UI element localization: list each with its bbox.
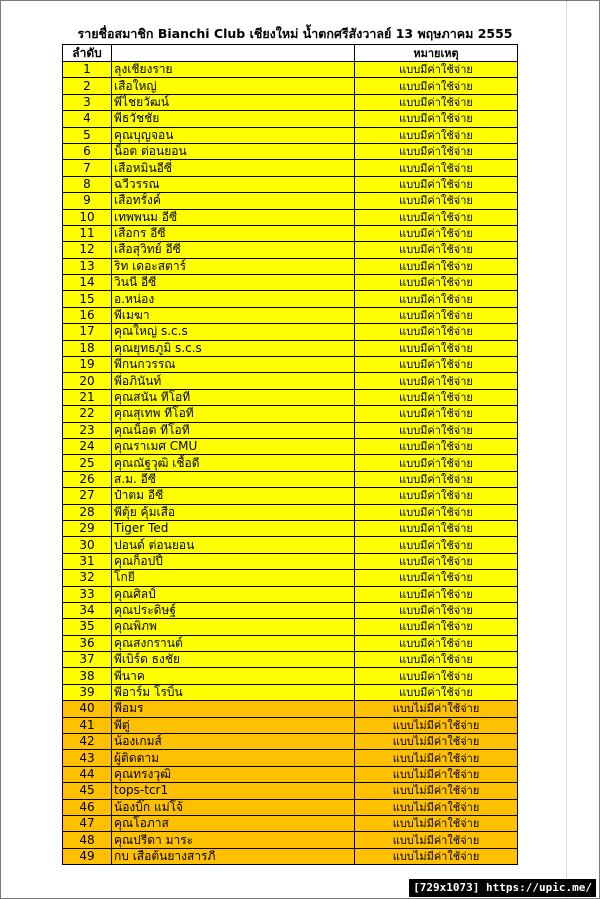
member-name: คุณประดิษฐ์	[112, 602, 355, 618]
row-number: 21	[63, 389, 112, 405]
table-row	[63, 340, 518, 356]
row-note: แบบมีค่าใช้จ่าย	[355, 62, 518, 78]
member-name: โกยี	[112, 570, 355, 586]
row-note: แบบมีค่าใช้จ่าย	[355, 242, 518, 258]
row-note: แบบมีค่าใช้จ่าย	[355, 340, 518, 356]
image-size-watermark: [729x1073] https://upic.me/	[409, 879, 596, 897]
row-note: แบบมีค่าใช้จ่าย	[355, 438, 518, 454]
row-note: แบบมีค่าใช้จ่าย	[355, 504, 518, 520]
row-number: 9	[63, 193, 112, 209]
row-note: แบบมีค่าใช้จ่าย	[355, 635, 518, 651]
row-note: แบบมีค่าใช้จ่าย	[355, 422, 518, 438]
table-row	[63, 455, 518, 471]
row-note: แบบมีค่าใช้จ่าย	[355, 78, 518, 94]
table-row	[63, 815, 518, 831]
table-row	[63, 783, 518, 799]
table-row	[63, 668, 518, 684]
row-number: 11	[63, 225, 112, 241]
table-row	[63, 684, 518, 700]
member-name: เสือทรั้งค์	[112, 193, 355, 209]
row-number: 14	[63, 275, 112, 291]
table-row	[63, 488, 518, 504]
row-note: แบบมีค่าใช้จ่าย	[355, 652, 518, 668]
member-name: ปอนด์ ต่อนยอน	[112, 537, 355, 553]
row-number: 22	[63, 406, 112, 422]
row-note: แบบมีค่าใช้จ่าย	[355, 258, 518, 274]
row-note: แบบไม่มีค่าใช้จ่าย	[355, 701, 518, 717]
row-note: แบบไม่มีค่าใช้จ่าย	[355, 734, 518, 750]
row-note: แบบไม่มีค่าใช้จ่าย	[355, 766, 518, 782]
row-note: แบบมีค่าใช้จ่าย	[355, 668, 518, 684]
member-name: เทพพนม อีซี่	[112, 209, 355, 225]
row-number: 34	[63, 602, 112, 618]
table-row	[63, 291, 518, 307]
member-name: คุณทรงวุฒิ	[112, 766, 355, 782]
row-number: 46	[63, 799, 112, 815]
table-header-row	[63, 45, 518, 62]
row-number: 15	[63, 291, 112, 307]
row-number: 37	[63, 652, 112, 668]
row-note: แบบมีค่าใช้จ่าย	[355, 275, 518, 291]
member-name: พี่ตู่	[112, 717, 355, 733]
table-row	[63, 520, 518, 536]
member-name: เสือหมินอีซี่	[112, 160, 355, 176]
table-row	[63, 225, 518, 241]
member-name: น็อต ต่อนยอน	[112, 143, 355, 159]
row-note: แบบมีค่าใช้จ่าย	[355, 357, 518, 373]
member-name: พี่ธวัชชัย	[112, 111, 355, 127]
row-number: 18	[63, 340, 112, 356]
row-note: แบบไม่มีค่าใช้จ่าย	[355, 815, 518, 831]
member-name: คุณพิภพ	[112, 619, 355, 635]
table-row	[63, 586, 518, 602]
member-name: คุณสนั่น ทีโอที	[112, 389, 355, 405]
row-number: 47	[63, 815, 112, 831]
row-number: 33	[63, 586, 112, 602]
row-number: 7	[63, 160, 112, 176]
member-name: ส.ม. อีซี่	[112, 471, 355, 487]
table-row	[63, 389, 518, 405]
row-number: 26	[63, 471, 112, 487]
member-name: พี่เมฆา	[112, 307, 355, 323]
row-number: 10	[63, 209, 112, 225]
table-row	[63, 635, 518, 651]
member-name: คุณยุทธภูมิ s.c.s	[112, 340, 355, 356]
table-row	[63, 766, 518, 782]
row-number: 23	[63, 422, 112, 438]
table-row	[63, 734, 518, 750]
table-row	[63, 62, 518, 78]
member-name: เสือสุวิทย์ อีซี่	[112, 242, 355, 258]
row-note: แบบมีค่าใช้จ่าย	[355, 389, 518, 405]
row-note: แบบมีค่าใช้จ่าย	[355, 488, 518, 504]
header-no: ลำดับ	[63, 45, 112, 62]
row-number: 43	[63, 750, 112, 766]
member-name: คุณก็อปปี้	[112, 553, 355, 569]
table-row	[63, 701, 518, 717]
row-note: แบบมีค่าใช้จ่าย	[355, 619, 518, 635]
row-number: 5	[63, 127, 112, 143]
row-note: แบบมีค่าใช้จ่าย	[355, 225, 518, 241]
member-name: พี่อภินันท์	[112, 373, 355, 389]
row-note: แบบมีค่าใช้จ่าย	[355, 520, 518, 536]
row-note: แบบมีค่าใช้จ่าย	[355, 291, 518, 307]
member-name: พี่ตุ้ย คุ้มเสือ	[112, 504, 355, 520]
row-note: แบบไม่มีค่าใช้จ่าย	[355, 799, 518, 815]
row-note: แบบมีค่าใช้จ่าย	[355, 111, 518, 127]
row-note: แบบมีค่าใช้จ่าย	[355, 94, 518, 110]
row-note: แบบมีค่าใช้จ่าย	[355, 537, 518, 553]
member-name: Tiger Ted	[112, 520, 355, 536]
member-name: คุณณัฐวุฒิ เชื้อดี	[112, 455, 355, 471]
table-row	[63, 602, 518, 618]
row-note: แบบมีค่าใช้จ่าย	[355, 570, 518, 586]
row-number: 29	[63, 520, 112, 536]
table-row	[63, 307, 518, 323]
header-note: หมายเหตุ	[355, 45, 518, 62]
member-name: อ.หน่อง	[112, 291, 355, 307]
member-name: พี่อาร์ม โรบิ้น	[112, 684, 355, 700]
member-name: คุณบุญจอน	[112, 127, 355, 143]
table-row	[63, 438, 518, 454]
row-number: 40	[63, 701, 112, 717]
table-row	[63, 357, 518, 373]
row-note: แบบไม่มีค่าใช้จ่าย	[355, 783, 518, 799]
member-name: ป๋าตม อีซี่	[112, 488, 355, 504]
row-number: 16	[63, 307, 112, 323]
row-number: 31	[63, 553, 112, 569]
member-name: เสือใหญ่	[112, 78, 355, 94]
row-number: 42	[63, 734, 112, 750]
row-note: แบบไม่มีค่าใช้จ่าย	[355, 832, 518, 848]
table-row	[63, 176, 518, 192]
row-number: 12	[63, 242, 112, 258]
row-number: 25	[63, 455, 112, 471]
member-name: ผู้ติดตาม	[112, 750, 355, 766]
row-note: แบบไม่มีค่าใช้จ่าย	[355, 848, 518, 864]
row-number: 30	[63, 537, 112, 553]
table-row	[63, 848, 518, 864]
row-number: 48	[63, 832, 112, 848]
table-row	[63, 193, 518, 209]
row-number: 41	[63, 717, 112, 733]
table-row	[63, 275, 518, 291]
row-number: 27	[63, 488, 112, 504]
member-name: พี่ไชยวัฒน์	[112, 94, 355, 110]
member-name: คุณน็อต ทีโอที	[112, 422, 355, 438]
table-row	[63, 553, 518, 569]
row-note: แบบมีค่าใช้จ่าย	[355, 553, 518, 569]
row-note: แบบมีค่าใช้จ่าย	[355, 176, 518, 192]
row-number: 45	[63, 783, 112, 799]
row-number: 36	[63, 635, 112, 651]
row-note: แบบมีค่าใช้จ่าย	[355, 684, 518, 700]
member-name: คุณใหญ่ s.c.s	[112, 324, 355, 340]
row-note: แบบมีค่าใช้จ่าย	[355, 143, 518, 159]
table-row	[63, 750, 518, 766]
table-row	[63, 94, 518, 110]
row-number: 35	[63, 619, 112, 635]
page-title: รายชื่อสมาชิก Bianchi Club เชียงใหม่ น้ำตกศรีสังวาลย์ 13 พฤษภาคม 2555	[77, 26, 513, 41]
row-note: แบบมีค่าใช้จ่าย	[355, 307, 518, 323]
member-name: คุณสุเทพ ทีโอที	[112, 406, 355, 422]
member-name: น้องบิ๊ก แม่โจ้	[112, 799, 355, 815]
table-row	[63, 324, 518, 340]
row-note: แบบไม่มีค่าใช้จ่าย	[355, 750, 518, 766]
table-row	[63, 78, 518, 94]
table-row	[63, 209, 518, 225]
table-row	[63, 160, 518, 176]
member-table	[62, 44, 518, 865]
table-row	[63, 471, 518, 487]
table-row	[63, 111, 518, 127]
row-note: แบบไม่มีค่าใช้จ่าย	[355, 717, 518, 733]
member-name: พี่เบิร์ด ธงชัย	[112, 652, 355, 668]
row-note: แบบมีค่าใช้จ่าย	[355, 127, 518, 143]
member-name: พี่อมร	[112, 701, 355, 717]
table-row	[63, 537, 518, 553]
row-number: 8	[63, 176, 112, 192]
row-number: 28	[63, 504, 112, 520]
table-row	[63, 143, 518, 159]
member-name: คุณศิลป์	[112, 586, 355, 602]
table-row	[63, 406, 518, 422]
table-row	[63, 127, 518, 143]
row-number: 6	[63, 143, 112, 159]
member-name: ลุงเชียงราย	[112, 62, 355, 78]
table-row	[63, 619, 518, 635]
table-row	[63, 570, 518, 586]
table-row	[63, 422, 518, 438]
table-row	[63, 799, 518, 815]
member-name: วินนี่ อีซี่	[112, 275, 355, 291]
row-number: 1	[63, 62, 112, 78]
row-number: 2	[63, 78, 112, 94]
row-note: แบบมีค่าใช้จ่าย	[355, 586, 518, 602]
row-number: 17	[63, 324, 112, 340]
member-name: คุณราเมศ CMU	[112, 438, 355, 454]
table-row	[63, 717, 518, 733]
member-name: ริท เดอะสตาร์	[112, 258, 355, 274]
row-number: 20	[63, 373, 112, 389]
row-number: 39	[63, 684, 112, 700]
row-number: 3	[63, 94, 112, 110]
row-number: 49	[63, 848, 112, 864]
row-number: 4	[63, 111, 112, 127]
row-note: แบบมีค่าใช้จ่าย	[355, 373, 518, 389]
table-row	[63, 832, 518, 848]
member-name: tops-tcr1	[112, 783, 355, 799]
member-name: เสือกร อีซี่	[112, 225, 355, 241]
row-number: 44	[63, 766, 112, 782]
table-row	[63, 258, 518, 274]
row-note: แบบมีค่าใช้จ่าย	[355, 471, 518, 487]
member-name: คุณโอภาส	[112, 815, 355, 831]
table-row	[63, 373, 518, 389]
member-name: น้องเกมส์	[112, 734, 355, 750]
member-name: พี่กนกวรรณ	[112, 357, 355, 373]
table-row	[63, 242, 518, 258]
row-number: 32	[63, 570, 112, 586]
row-note: แบบมีค่าใช้จ่าย	[355, 602, 518, 618]
row-note: แบบมีค่าใช้จ่าย	[355, 160, 518, 176]
member-name: พี่นาค	[112, 668, 355, 684]
row-note: แบบมีค่าใช้จ่าย	[355, 406, 518, 422]
row-note: แบบมีค่าใช้จ่าย	[355, 209, 518, 225]
member-name: กบ เสือต้นยางสารภี	[112, 848, 355, 864]
table-row	[63, 652, 518, 668]
table-row	[63, 504, 518, 520]
member-name: ฉวีวรรณ	[112, 176, 355, 192]
header-name	[112, 45, 355, 62]
member-name: คุณปรีดา มาระ	[112, 832, 355, 848]
table-body	[63, 62, 518, 865]
row-number: 38	[63, 668, 112, 684]
row-note: แบบมีค่าใช้จ่าย	[355, 455, 518, 471]
row-note: แบบมีค่าใช้จ่าย	[355, 324, 518, 340]
row-note: แบบมีค่าใช้จ่าย	[355, 193, 518, 209]
row-number: 13	[63, 258, 112, 274]
row-number: 24	[63, 438, 112, 454]
member-name: คุณสงกรานต์	[112, 635, 355, 651]
row-number: 19	[63, 357, 112, 373]
